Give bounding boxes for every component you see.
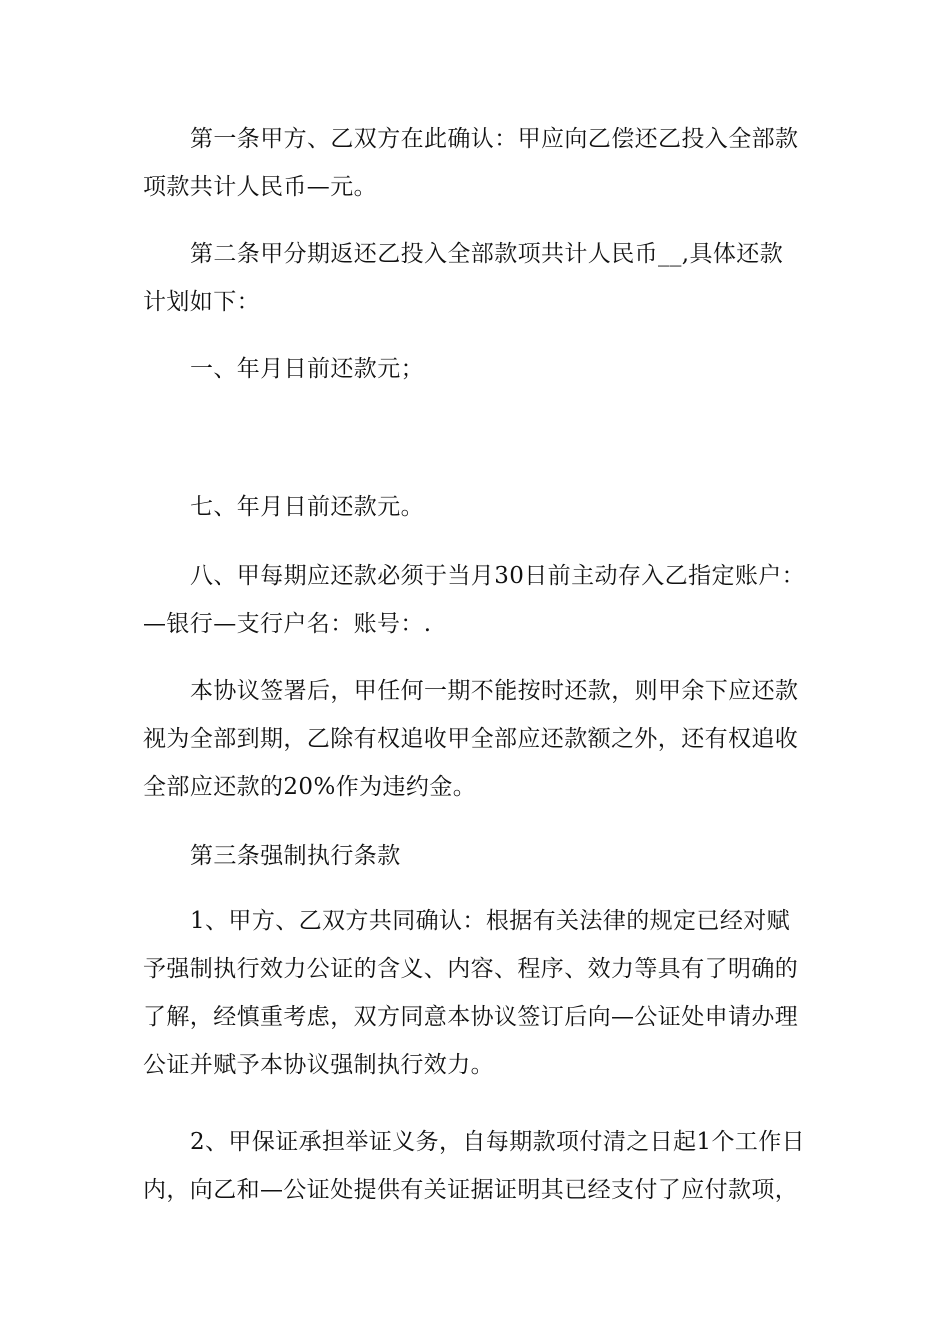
clause-1-paragraph: 第一条甲方、乙双方在此确认：甲应向乙偿还乙投入全部款 项款共计人民币—元。 bbox=[143, 126, 799, 200]
enforcement-item-1-paragraph: 1、甲方、乙双方共同确认：根据有关法律的规定已经对赋 予强制执行效力公证的含义、内容、程序、效力等具有了明确的 了解，经慎重考虑，双方同意本协议签订后向—公证处申请办理 公证并赋予本协议强制执行效力。 bbox=[143, 908, 799, 1078]
clause-3-heading: 第三条强制执行条款 bbox=[190, 843, 401, 869]
clause-2-paragraph: 第二条甲分期返还乙投入全部款项共计人民币__,具体还款 计划如下： bbox=[143, 241, 784, 315]
installment-8-paragraph: 八、甲每期应还款必须于当月30日前主动存入乙指定账户： —银行—支行户名：账号：. bbox=[143, 563, 806, 637]
installment-7-paragraph: 七、年月日前还款元。 bbox=[190, 494, 424, 520]
installment-1-paragraph: 一、年月日前还款元； bbox=[190, 356, 424, 382]
penalty-paragraph: 本协议签署后，甲任何一期不能按时还款，则甲余下应还款 视为全部到期，乙除有权追收甲全部应还款额之外，还有权追收 全部应还款的20%作为违约金。 bbox=[143, 678, 799, 800]
enforcement-item-2-paragraph: 2、甲保证承担举证义务，自每期款项付清之日起1个工作日 内，向乙和—公证处提供有关证据证明其已经支付了应付款项， bbox=[143, 1129, 806, 1203]
